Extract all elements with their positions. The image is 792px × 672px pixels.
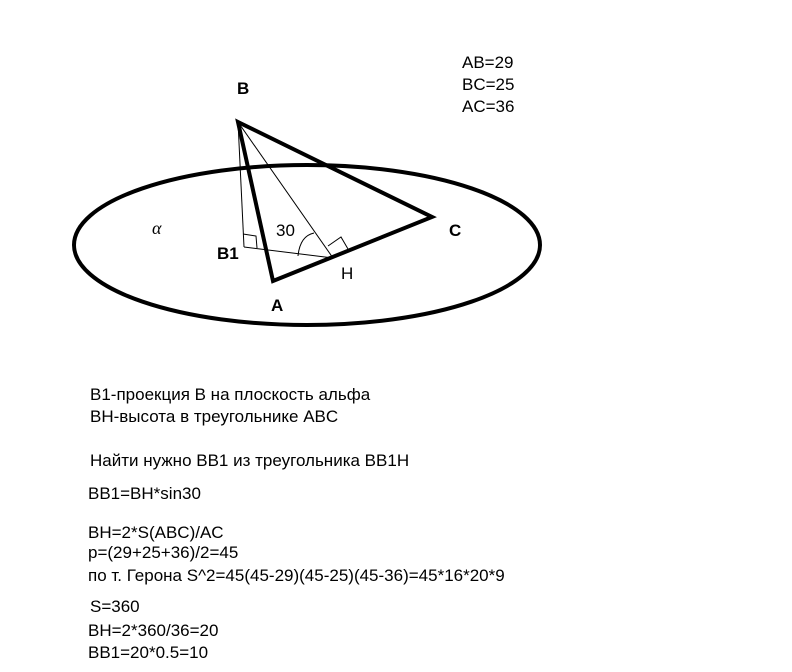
label-c: C <box>449 221 462 240</box>
right-angle-mark-b1 <box>243 234 257 248</box>
given-ac: AC=36 <box>462 97 515 116</box>
solution-bh-value: BH=2*360/36=20 <box>88 621 219 640</box>
right-angle-mark-h <box>328 237 348 249</box>
triangle-abc <box>238 122 432 281</box>
label-plane: α <box>152 218 162 238</box>
solution-area: S=360 <box>90 597 140 616</box>
given-bc: BC=25 <box>462 75 515 94</box>
label-h: H <box>341 264 354 283</box>
given-list <box>462 52 514 118</box>
solution-heron: по т. Герона S^2=45(45-29)(45-25)(45-36)=45*16*20*9 <box>88 566 505 585</box>
solution-bh-formula: BH=2*S(ABC)/AC <box>88 523 224 542</box>
plane-alpha <box>74 165 540 325</box>
label-angle: 30 <box>276 221 295 240</box>
solution-bb1-formula: BB1=BH*sin30 <box>88 484 201 503</box>
solution-bb1-value: BB1=20*0.5=10 <box>88 643 209 662</box>
label-a: A <box>271 296 284 315</box>
note-projection: B1-проекция B на плоскость альфа <box>90 385 371 404</box>
angle-arc-h <box>298 233 314 256</box>
segment-b1h <box>244 247 333 258</box>
given-ab: AB=29 <box>462 53 514 72</box>
solution-goal: Найти нужно BB1 из треугольника BB1H <box>90 451 410 470</box>
solution-semiperimeter: p=(29+25+36)/2=45 <box>88 543 239 562</box>
label-b: B <box>237 79 250 98</box>
note-altitude: BH-высота в треугольнике ABC <box>90 407 339 426</box>
label-b1: B1 <box>217 244 239 263</box>
